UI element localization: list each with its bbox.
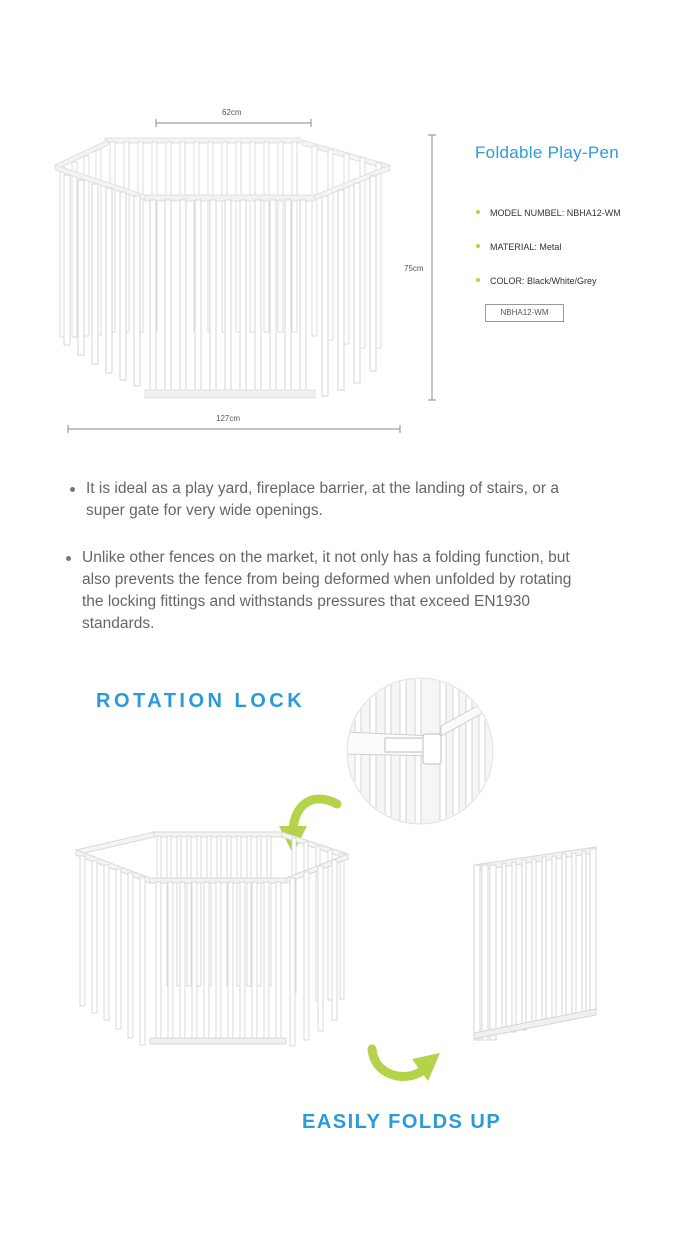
product-title: Foldable Play-Pen: [475, 143, 620, 162]
bullet-dot-icon: [66, 556, 71, 561]
bullet-2-line-2: also prevents the fence from being deformed when unfolded by rotating: [82, 571, 572, 588]
spec-material-value: Metal: [539, 242, 562, 252]
bullet-2-line-4: standards.: [82, 615, 155, 632]
bullet-dot-icon: [476, 210, 480, 214]
spec-material-label: MATERIAL: [490, 242, 535, 252]
feature-bullet-1: [70, 478, 670, 522]
dimension-top-width: 62cm: [222, 108, 242, 117]
bullet-dot-icon: [476, 244, 480, 248]
spec-model-label: MODEL NUMBEL: [490, 208, 562, 218]
bullet-dot-icon: [476, 278, 480, 282]
dimension-lines: [0, 0, 700, 450]
playpen-folded-photo: [466, 843, 606, 1043]
dimension-bottom-width: 127cm: [216, 414, 241, 423]
spec-color-value: Black/White/Grey: [527, 276, 597, 286]
arrow-right-icon: [364, 1045, 444, 1095]
bullet-dot-icon: [70, 487, 75, 492]
rotation-lock-heading: ROTATION LOCK: [96, 690, 306, 712]
feature-bullet-2: [66, 547, 666, 637]
playpen-open-photo: [72, 828, 362, 1058]
bullet-2-line-3: the locking fittings and withstands pressures that exceed EN1930: [82, 593, 531, 610]
spec-color-label: COLOR: [490, 276, 523, 286]
bullet-2-line-1: Unlike other fences on the market, it not only has a folding function, but: [82, 549, 570, 566]
bullet-1-line-1: It is ideal as a play yard, fireplace barrier, at the landing of stairs, or a: [86, 480, 559, 497]
product-code-badge: NBHA12-WM: [485, 304, 564, 322]
spec-model: MODEL NUMBEL: NBHA12-WM: [476, 208, 621, 218]
folds-up-heading: EASILY FOLDS UP: [302, 1111, 502, 1133]
bullet-1-line-2: super gate for very wide openings.: [86, 502, 323, 519]
spec-model-value: NBHA12-WM: [566, 208, 621, 218]
dimension-height: 75cm: [404, 264, 424, 273]
lock-detail-photo: [345, 676, 495, 826]
spec-material: MATERIAL: Metal: [476, 242, 561, 252]
spec-color: COLOR: Black/White/Grey: [476, 276, 597, 286]
